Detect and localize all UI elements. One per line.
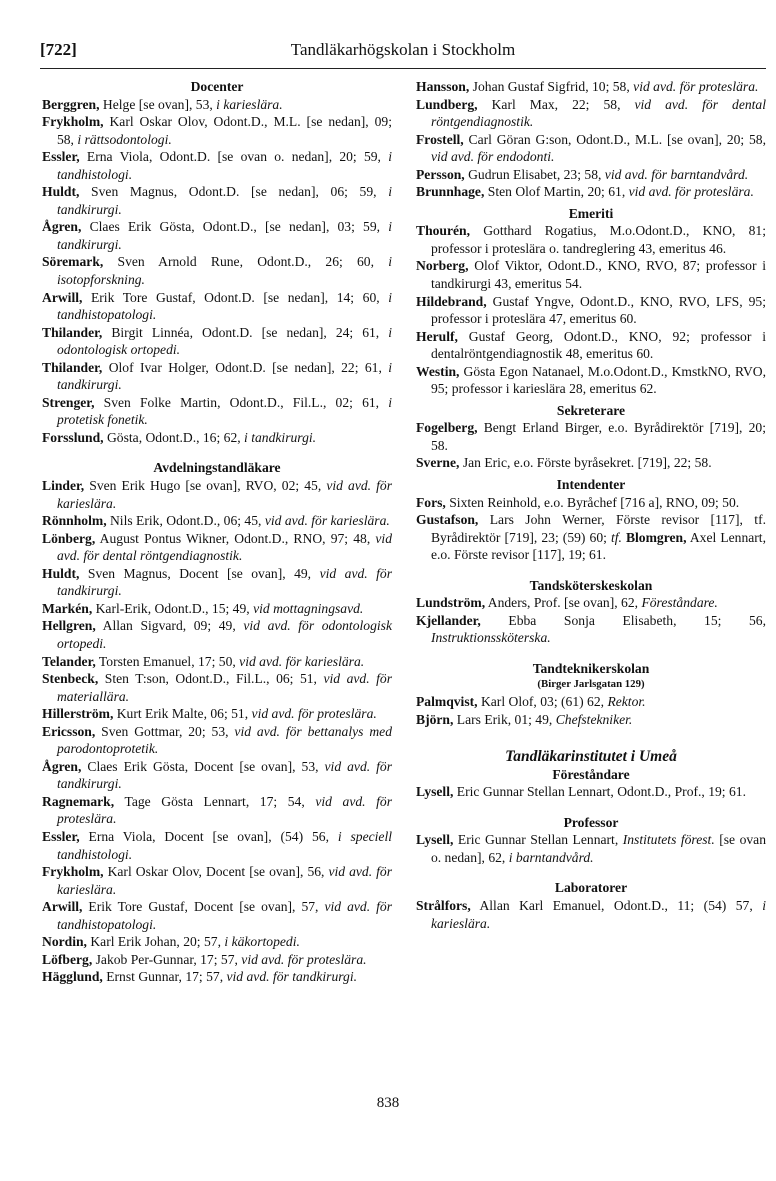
entry-name: Frykholm,: [42, 864, 104, 880]
entry-name: Hansson,: [416, 79, 470, 94]
directory-entry: [42, 512, 392, 530]
entry-position: Föreståndare.: [641, 595, 718, 611]
entry-details: Jakob Per-Gunnar, 17; 57,: [92, 951, 242, 967]
directory-entry: [416, 711, 766, 729]
directory-entry: [42, 863, 392, 898]
directory-entry: [416, 612, 766, 647]
entry-name: Huldt,: [42, 565, 80, 581]
entry-name: Blomgren,: [621, 529, 687, 545]
entry-name: Arwill,: [42, 899, 83, 915]
directory-entry: [42, 828, 392, 863]
entry-details: Gösta, Odont.D., 16; 62,: [103, 429, 245, 445]
entry-position: vid avd. för proteslära.: [56, 793, 393, 827]
directory-entry: [416, 328, 766, 363]
entry-name: Berggren,: [42, 96, 100, 112]
entry-details: Torsten Emanuel, 17; 50,: [95, 653, 240, 669]
entry-position: vid avd. för karieslära.: [239, 653, 365, 669]
entry-name: Björn,: [416, 711, 454, 727]
entry-details: August Pontus Wikner, Odont.D., RNO, 97; 48,: [95, 530, 376, 546]
entry-name: Strålfors,: [416, 897, 471, 913]
entry-name: Lundström,: [416, 595, 486, 611]
section-heading: Laboratorer: [554, 880, 628, 896]
entry-name: Lysell,: [416, 832, 454, 848]
entry-name: Hildebrand,: [416, 293, 487, 309]
entry-details: Allan Karl Emanuel, Odont.D., 11; (54) 57,: [470, 897, 763, 913]
entry-details: Jan Eric, e.o. Förste byråsekret. [719], 22; 58.: [459, 455, 712, 471]
entry-details: Claes Erik Gösta, Docent [se ovan], 53,: [81, 758, 325, 774]
entry-name: Palmqvist,: [416, 694, 478, 710]
entry-details: Sven Arnold Rune, Odont.D., 26; 60,: [103, 254, 389, 270]
entry-position: i speciell tandhistologi.: [56, 828, 392, 862]
entry-name: Markén,: [42, 600, 93, 616]
directory-entry: [42, 218, 392, 253]
entry-details: Kurt Erik Malte, 06; 51,: [113, 706, 252, 722]
entry-name: Hellgren,: [42, 618, 96, 634]
directory-entry: [42, 600, 392, 618]
directory-entry: [42, 705, 392, 723]
entry-position: vid avd. för tandkirurgi.: [56, 565, 393, 599]
directory-entry: [42, 324, 392, 359]
entry-position: i karieslära.: [430, 897, 766, 931]
entry-position: vid avd. för proteslära.: [628, 184, 754, 200]
entry-details: Gustaf Yngve, Odont.D., KNO, RVO, LFS, 95; professor i proteslära 47, emeritus 60.: [430, 293, 766, 327]
entry-name: Arwill,: [42, 289, 83, 305]
entry-details: Sten T:son, Odont.D., Fil.L., 06; 51,: [98, 671, 324, 687]
entry-name: Hillerström,: [42, 706, 114, 722]
directory-entry: [42, 617, 392, 652]
directory-entry: [416, 511, 766, 564]
header-page-number: [722]: [40, 40, 77, 59]
entry-details: Karl Oskar Olov, Docent [se ovan], 56,: [103, 864, 329, 880]
entry-details: Karl-Erik, Odont.D., 15; 49,: [92, 600, 254, 616]
entry-details: Johan Gustaf Sigfrid, 10; 58,: [469, 79, 634, 94]
entry-position: i karieslära.: [216, 96, 283, 112]
entry-position: vid avd. för materiallära.: [56, 671, 392, 704]
entry-name: Essler,: [42, 828, 80, 844]
entry-details: Karl Max, 22; 58,: [477, 96, 635, 112]
entry-details: Ebba Sonja Elisabeth, 15; 56,: [480, 612, 766, 628]
entry-details: Claes Erik Gösta, Odont.D., [se nedan], 03; 59,: [81, 219, 389, 235]
entry-name: Huldt,: [42, 184, 80, 200]
running-title: Tandläkarhögskolan i Stockholm: [290, 40, 516, 59]
entry-position: i käkortopedi.: [224, 934, 300, 950]
section-heading: Föreståndare: [552, 766, 630, 782]
entry-details: Karl Olof, 03; (61) 62,: [477, 694, 608, 710]
directory-entry: [42, 477, 392, 512]
directory-entry: [416, 897, 766, 932]
entry-name: Thilander,: [42, 359, 103, 375]
entry-position: i barntandvård.: [508, 849, 594, 865]
section-heading: Avdelningstandläkare: [153, 460, 281, 476]
entry-details: Sven Gottmar, 20; 53,: [95, 723, 235, 739]
directory-entry: [416, 594, 766, 612]
directory-entry: [42, 723, 392, 758]
entry-details: Birgit Linnéa, Odont.D. [se nedan], 24; 61,: [102, 324, 389, 340]
entry-details: Allan Sigvard, 09; 49,: [95, 618, 244, 634]
directory-entry: [416, 257, 766, 292]
entry-name: Frostell,: [416, 131, 464, 147]
directory-entry: [42, 653, 392, 671]
directory-entry: [416, 78, 766, 96]
entry-details: Olof Viktor, Odont.D., KNO, RVO, 87; professor i tandkirurgi 43, emeritus 54.: [430, 258, 766, 292]
entry-position: i isotopforskning.: [56, 254, 392, 288]
directory-entry: [42, 793, 392, 828]
entry-position: i rättsodontologi.: [77, 131, 172, 147]
entry-details: Karl Erik Johan, 20; 57,: [86, 934, 225, 950]
entry-name: Lönberg,: [42, 530, 96, 546]
entry-position: vid avd. för tandhistopatologi.: [56, 899, 392, 932]
entry-details: Sixten Reinhold, e.o. Byråchef [716 a], RNO, 09; 50.: [445, 494, 740, 510]
entry-details: Erna Viola, Docent [se ovan], (54) 56,: [79, 828, 338, 844]
entry-name: Frykholm,: [42, 114, 104, 130]
entry-position: vid avd. för barntandvård.: [604, 166, 749, 182]
entry-name: Herulf,: [416, 328, 458, 344]
entry-details: Bengt Erland Birger, e.o. Byrådirektör [719], 20; 58.: [430, 420, 766, 453]
entry-details: Ernst Gunnar, 17; 57,: [102, 969, 227, 985]
entry-name: Brunnhage,: [416, 184, 485, 200]
directory-entry: [42, 289, 392, 324]
directory-entry: [42, 670, 392, 705]
section-heading: Emeriti: [568, 205, 614, 221]
entry-name: Sverne,: [416, 455, 460, 471]
entry-name: Stenbeck,: [42, 671, 99, 687]
entry-position: vid avd. för tandkirurgi.: [226, 969, 358, 985]
entry-name: Rönnholm,: [42, 513, 107, 529]
entry-details: Olof Ivar Holger, Odont.D. [se nedan], 22; 61,: [102, 359, 389, 375]
entry-name: Ericsson,: [42, 723, 96, 739]
entry-position: Rektor.: [607, 694, 646, 710]
section-heading: Docenter: [190, 79, 244, 94]
directory-entry: [42, 898, 392, 933]
section-heading: Tandsköterskeskolan: [529, 577, 653, 593]
entry-details: Lars John Werner, Förste revisor [117], tf. Byrådirektör [719], 23; (59) 60;: [430, 512, 766, 545]
section-heading: Professor: [563, 814, 619, 830]
entry-position: i tandhistologi.: [56, 149, 392, 182]
entry-details: Sven Folke Martin, Odont.D., Fil.L., 02; 61,: [94, 394, 389, 410]
entry-details: Gösta Egon Natanael, M.o.Odont.D., KmstkNO, RVO, 95; professor i karieslära 28, emeritus 62.: [430, 363, 766, 397]
directory-entry: [42, 951, 392, 969]
entry-details: Axel Lennart, e.o. Förste revisor [117], 19; 61.: [430, 529, 766, 563]
entry-details: Erik Tore Gustaf, Odont.D. [se nedan], 14; 60,: [82, 289, 389, 305]
entry-position: tf.: [610, 529, 622, 545]
entry-details: Lars Erik, 01; 49,: [453, 711, 556, 727]
entry-details: Anders, Prof. [se ovan], 62,: [485, 595, 642, 611]
entry-details: Gudrun Elisabet, 23; 58,: [464, 166, 605, 182]
entry-position: i tandkirurgi.: [56, 184, 392, 217]
directory-entry: [42, 96, 392, 114]
entry-details: Sven Erik Hugo [se ovan], RVO, 02; 45,: [84, 478, 327, 494]
directory-entry: [42, 530, 392, 565]
entry-position: i tandhistopatologi.: [56, 289, 392, 323]
entry-position: vid avd. för karieslära.: [56, 478, 392, 511]
directory-entry: [416, 783, 766, 801]
entry-position: i protetisk fonetik.: [56, 394, 392, 428]
entry-name: Telander,: [42, 653, 96, 669]
directory-entry: [416, 166, 766, 184]
entry-details: Sten Olof Martin, 20; 61,: [484, 184, 629, 200]
entry-name: Thourén,: [416, 223, 471, 239]
entry-details: Sven Magnus, Odont.D. [se nedan], 06; 59,: [79, 184, 389, 200]
page-footer-number: 838: [376, 1095, 400, 1111]
directory-entry: [416, 454, 766, 472]
directory-entry: [42, 565, 392, 600]
entry-name: Essler,: [42, 149, 80, 165]
entry-position: vid avd. för proteslära.: [633, 79, 759, 94]
entry-details: Carl Göran G:son, Odont.D., M.L. [se ovan], 20; 58,: [463, 131, 766, 147]
right-column: [416, 78, 766, 932]
header-rule: [40, 68, 766, 69]
entry-position: vid avd. för proteslära.: [241, 951, 367, 967]
entry-name: Norberg,: [416, 258, 469, 274]
entry-position: i odontologisk ortopedi.: [56, 324, 392, 358]
entry-name: Linder,: [42, 478, 85, 494]
entry-position: i tandkirurgi.: [56, 359, 392, 393]
entry-details: Helge [se ovan], 53,: [99, 96, 217, 112]
left-column: [42, 78, 392, 986]
entry-position: vid avd. för dental röntgendiagnostik.: [430, 96, 766, 130]
entry-name: Löfberg,: [42, 951, 93, 967]
section-heading: Sekreterare: [556, 402, 626, 418]
directory-entry: [416, 494, 766, 512]
entry-details: Sven Magnus, Docent [se ovan], 49,: [79, 565, 320, 581]
entry-name: Ågren,: [42, 219, 82, 235]
entry-position: Institutets förest.: [622, 832, 715, 848]
section-heading: Tandteknikerskolan: [532, 660, 650, 676]
directory-entry: [42, 113, 392, 148]
entry-position: vid avd. för dental röntgendiagnostik.: [56, 530, 392, 564]
directory-entry: [42, 758, 392, 793]
entry-position: vid avd. för tandkirurgi.: [56, 758, 392, 792]
entry-position: vid mottagningsavd.: [253, 600, 364, 616]
entry-details: Gustaf Georg, Odont.D., KNO, 92; professor i dentalröntgendiagnostik 48, emeritus 60.: [430, 328, 766, 362]
entry-name: Söremark,: [42, 254, 104, 270]
entry-name: Ragnemark,: [42, 793, 115, 809]
entry-details: [se ovan o. nedan], 62,: [430, 832, 766, 865]
entry-details: Erna Viola, Odont.D. [se ovan o. nedan], 20; 59,: [79, 149, 389, 165]
directory-entry: [416, 222, 766, 257]
entry-position: Instruktionssköterska.: [430, 630, 551, 646]
directory-entry: [42, 394, 392, 429]
directory-entry: [42, 253, 392, 288]
entry-position: Chefstekniker.: [555, 711, 633, 727]
entry-details: Tage Gösta Lennart, 17; 54,: [114, 793, 316, 809]
directory-entry: [42, 429, 392, 447]
entry-name: Forsslund,: [42, 429, 104, 445]
entry-name: Nordin,: [42, 934, 87, 950]
directory-entry: [416, 131, 766, 166]
entry-name: Hägglund,: [42, 969, 103, 985]
directory-entry: [42, 968, 392, 986]
directory-entry: [416, 419, 766, 454]
entry-name: Kjellander,: [416, 612, 481, 628]
entry-name: Westin,: [416, 363, 460, 379]
entry-details: Erik Tore Gustaf, Docent [se ovan], 57,: [82, 899, 325, 915]
entry-details: Gotthard Rogatius, M.o.Odont.D., KNO, 81; professor i proteslära o. tandreglering 43, emeritus 46.: [430, 223, 766, 256]
entry-name: Gustafson,: [416, 512, 479, 528]
directory-entry: [42, 933, 392, 951]
entry-position: vid avd. för karieslära.: [264, 513, 390, 529]
entry-position: vid avd. för odontologisk ortopedi.: [56, 618, 392, 651]
entry-details: Nils Erik, Odont.D., 06; 45,: [106, 513, 265, 529]
page-header: [40, 40, 766, 66]
entry-name: Ågren,: [42, 758, 82, 774]
directory-entry: [416, 293, 766, 328]
entry-position: vid avd. för karieslära.: [56, 864, 392, 897]
entry-position: vid avd. för proteslära.: [251, 706, 377, 722]
entry-details: Eric Gunnar Stellan Lennart, Odont.D., Prof., 19; 61.: [453, 784, 746, 800]
directory-entry: [42, 183, 392, 218]
directory-entry: [416, 831, 766, 866]
entry-name: Thilander,: [42, 324, 103, 340]
section-heading: Intendenter: [556, 477, 626, 493]
entry-position: vid avd. för endodonti.: [430, 149, 555, 165]
entry-details: Karl Oskar Olov, Odont.D., M.L. [se nedan], 09; 58,: [56, 114, 392, 147]
directory-entry: [416, 693, 766, 711]
entry-name: Fogelberg,: [416, 420, 478, 436]
directory-entry: [42, 148, 392, 183]
entry-details: Eric Gunnar Stellan Lennart,: [453, 832, 623, 848]
entry-name: Fors,: [416, 494, 446, 510]
directory-entry: [416, 96, 766, 131]
institute-title: Tandläkarinstitutet i Umeå: [505, 748, 677, 766]
entry-name: Strenger,: [42, 394, 95, 410]
entry-name: Lundberg,: [416, 96, 478, 112]
entry-position: i tandkirurgi.: [244, 429, 317, 445]
entry-name: Persson,: [416, 166, 465, 182]
entry-position: i tandkirurgi.: [56, 219, 392, 252]
directory-entry: [42, 359, 392, 394]
entry-name: Lysell,: [416, 784, 454, 800]
entry-position: vid avd. för bettanalys med parodontoprotetik.: [56, 723, 392, 757]
directory-entry: [416, 183, 766, 201]
directory-entry: [416, 363, 766, 398]
section-address: (Birger Jarlsgatan 129): [537, 677, 645, 690]
